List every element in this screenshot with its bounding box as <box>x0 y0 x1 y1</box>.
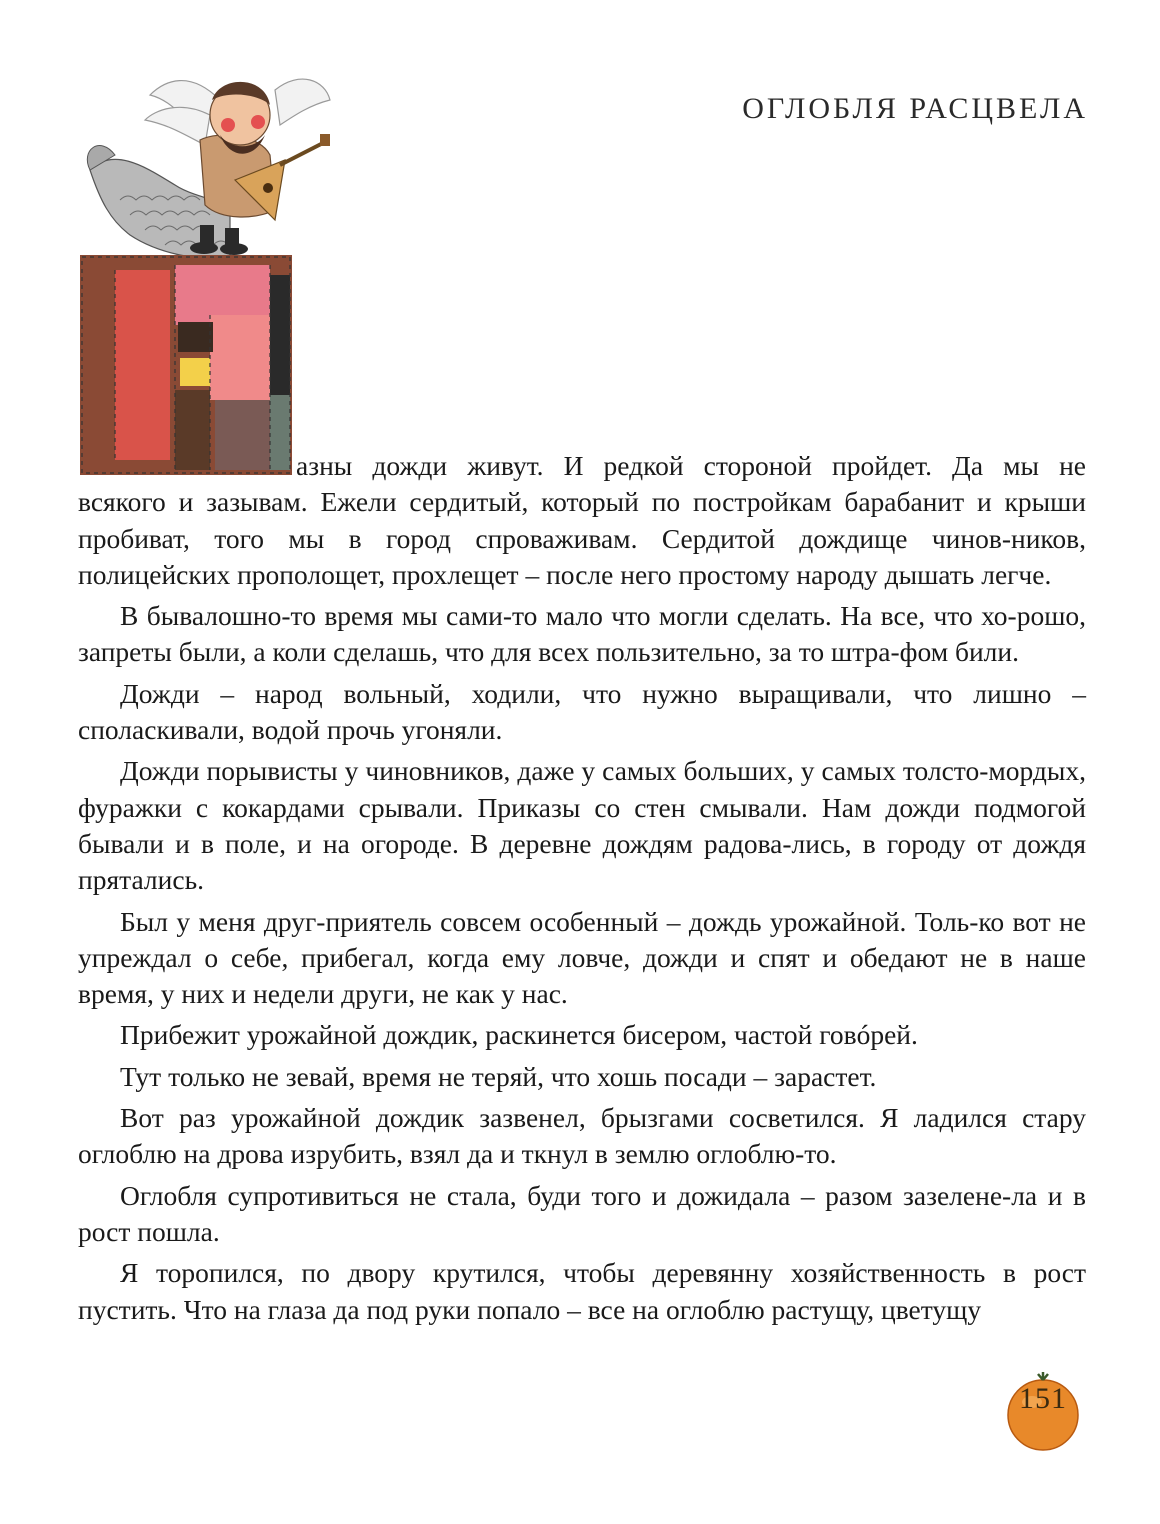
running-title: ОГЛОБЛЯ РАСЦВЕЛА <box>742 92 1088 125</box>
paragraph: В бывалошно-то время мы сами-то мало что могли сделать. На все, что хо-рошо, запреты были, а коли сделашь, что для всех пользительно, за то штра-фом били. <box>78 600 1086 668</box>
angel-musician-on-patchwork-drop-cap-icon <box>70 60 340 480</box>
paragraph: Прибежит урожайной дождик, раскинется бисером, частой говóрей. <box>120 1019 918 1051</box>
page-number: 151 <box>1019 1382 1067 1415</box>
paragraph: Был у меня друг-приятель совсем особенный – дождь урожайной. Толь-ко вот не упреждал о себе, прибегал, когда ему ловче, дожди и спят и обедают не в наше время, у них и недели други, не как у нас. <box>78 905 1086 1010</box>
paragraph: Дожди порывисты у чиновников, даже у самых больших, у самых толсто-мордых, фуражки с кокардами срывали. Приказы со стен смывали. Нам дожди подмогой бывали и в поле, и на огороде. В деревне дождям радова-лись, в городу от дождя прятались. <box>78 755 1086 896</box>
first-paragraph <box>78 448 1086 593</box>
paragraph: Вот раз урожайной дождик зазвенел, брызгами сосветился. Я ладился стару оглоблю на дрова изрубить, взял да и ткнул в землю оглоблю-то. <box>78 1102 1086 1170</box>
first-paragraph-rest: всякого и зазывам. Ежели сердитый, который по постройкам барабанит и крыши пробиват, того мы в город спроваживам. Сердитой дождище чинов-ников, полицейских прополощет, прохлещет – после него простому народу дышать легче. <box>78 486 1086 590</box>
patchwork-block-icon <box>80 255 292 475</box>
first-paragraph-first-line: азны дожди живут. И редкой стороной пройдет. Да мы не <box>296 450 1086 481</box>
paragraph: Тут только не зевай, время не теряй, что хошь посади – зарастет. <box>120 1060 877 1092</box>
body-text <box>78 448 1086 1333</box>
paragraph: Оглобля супротивиться не стала, буди того и дожидала – разом зазелене-ла и в рост пошла. <box>78 1179 1086 1247</box>
paragraph: Я торопился, по двору крутился, чтобы деревянну хозяйственность в рост пустить. Что на глаза да под руки попало – все на оглоблю растущу, цветущу <box>78 1257 1086 1325</box>
paragraph: Дожди – народ вольный, ходили, что нужно выращивали, что лишно – споласкивали, водой прочь угоняли. <box>78 677 1086 746</box>
